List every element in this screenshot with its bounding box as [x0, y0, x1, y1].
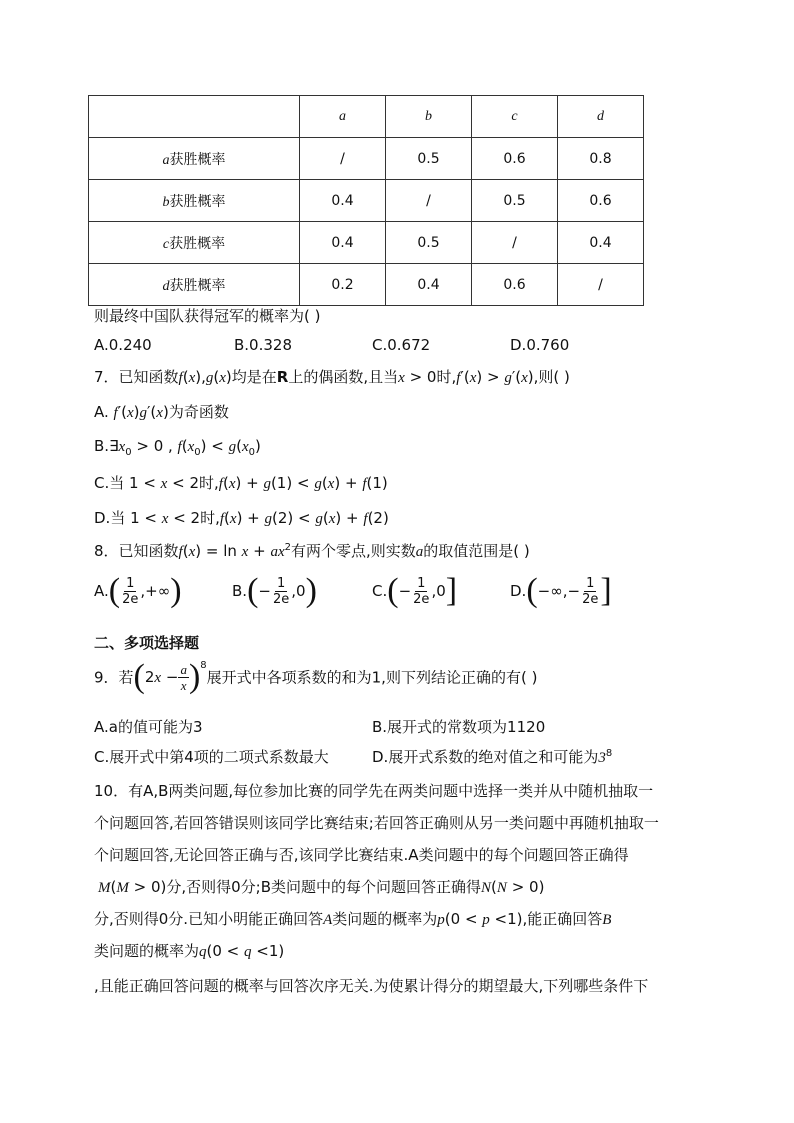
q10-line-4: M(M > 0)分,否则得0分;B类问题中的每个问题回答正确得N(N > 0) — [98, 878, 545, 896]
table-header-row — [89, 96, 644, 138]
table-cell: 0.6 — [558, 180, 644, 222]
q9-option-a: A.a的值可能为3 — [94, 718, 203, 736]
q7-option-b: $B.\exists x_0 > 0$ , $f(x_0) < g(x_0)$ — [94, 437, 261, 458]
q7-option-c: C.当 1 < x < 2时,f(x) + g(1) < g(x) + f(1) — [94, 474, 388, 492]
table-cell: / — [386, 180, 472, 222]
q6-stem: 则最终中国队获得冠军的概率为( ) — [94, 307, 321, 325]
table-cell: 0.6 — [472, 138, 558, 180]
q8-stem: 8．已知函数$f(x) = \ln x + ax^2$有两个零点,则实数a的取值范围是( ) — [94, 542, 530, 560]
table-row — [89, 138, 644, 180]
q9-option-c: C.展开式中第4项的二项式系数最大 — [94, 748, 329, 766]
row-label: d获胜概率 — [89, 264, 300, 306]
table-cell: 0.5 — [472, 180, 558, 222]
q10-line-6: 类问题的概率为q(0 < q <1) — [94, 942, 285, 960]
q9-option-d: D.展开式系数的绝对值之和可能为$3^8$ — [372, 748, 613, 766]
table-header-cell: d — [558, 96, 644, 138]
q6-option-b: B.0.328 — [234, 336, 293, 354]
table-cell: 0.4 — [300, 180, 386, 222]
q7-option-d: D.当 1 < x < 2时,f(x) + g(2) < g(x) + f(2) — [94, 509, 389, 527]
q8-option-c: C.(− $\frac{1}{2e}$ ,0] — [372, 572, 458, 609]
probability-table — [88, 95, 644, 306]
table-cell: / — [300, 138, 386, 180]
table-cell: 0.5 — [386, 222, 472, 264]
row-label: c获胜概率 — [89, 222, 300, 264]
table-cell: 0.5 — [386, 138, 472, 180]
table-header-cell: b — [386, 96, 472, 138]
q6-option-d: D.0.760 — [510, 336, 570, 354]
row-label: a获胜概率 — [89, 138, 300, 180]
q6-option-a: A.0.240 — [94, 336, 152, 354]
section-heading: 二、多项选择题 — [94, 634, 200, 652]
table-cell: 0.4 — [558, 222, 644, 264]
table-cell: 0.8 — [558, 138, 644, 180]
table-header-cell: a — [300, 96, 386, 138]
q8-option-d: D.(−∞,− $\frac{1}{2e}$ ] — [510, 572, 612, 609]
q10-line-5: 分,否则得0分.已知小明能正确回答A类问题的概率为p(0 < p <1),能正确回答B — [94, 910, 612, 928]
q10-line-7: ,且能正确回答问题的概率与回答次序无关.为使累计得分的期望最大,下列哪些条件下 — [94, 977, 649, 995]
table-cell: 0.4 — [386, 264, 472, 306]
table-cell: 0.6 — [472, 264, 558, 306]
q8-option-a: A.( $\frac{1}{2e}$ ,+∞) — [94, 572, 182, 609]
q10-line-2: 个问题回答,若回答错误则该同学比赛结束;若回答正确则从另一类问题中再随机抽取一 — [94, 814, 659, 832]
table-cell: 0.4 — [300, 222, 386, 264]
q9-option-b: B.展开式的常数项为1120 — [372, 718, 546, 736]
table-header-cell: c — [472, 96, 558, 138]
table-cell: / — [558, 264, 644, 306]
q8-option-b: B.(− $\frac{1}{2e}$ ,0) — [232, 572, 317, 609]
q9-stem: 9．若(2x − $\frac{a}{x}$ )$^8$展开式中各项系数的和为1,则下列结论正确的有( ) — [94, 658, 538, 695]
q10-line-1: 10．有A,B两类问题,每位参加比赛的同学先在两类问题中选择一类并从中随机抽取一 — [94, 782, 654, 800]
q7-option-a: A. f′(x)g′(x)为奇函数 — [94, 403, 229, 421]
table-row — [89, 180, 644, 222]
table-row — [89, 264, 644, 306]
row-label: b获胜概率 — [89, 180, 300, 222]
table-row — [89, 222, 644, 264]
q10-line-3: 个问题回答,无论回答正确与否,该同学比赛结束.A类问题中的每个问题回答正确得 — [94, 846, 629, 864]
table-header-cell — [89, 96, 300, 138]
q7-stem: 7．已知函数f(x),g(x)均是在R上的偶函数,且当x > 0时,f′(x) > g′(x),则( ) — [94, 368, 570, 386]
table-cell: 0.2 — [300, 264, 386, 306]
q6-option-c: C.0.672 — [372, 336, 431, 354]
table-cell: / — [472, 222, 558, 264]
